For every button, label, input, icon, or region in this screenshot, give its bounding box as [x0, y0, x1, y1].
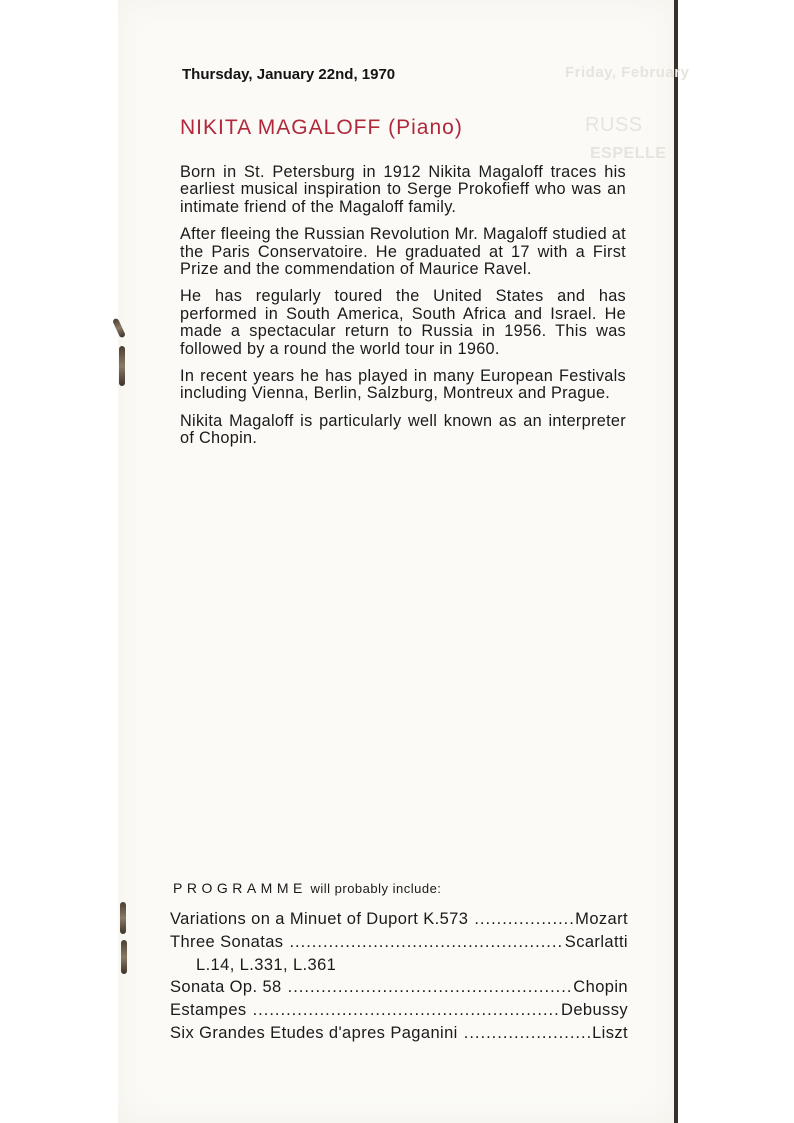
- work-title: Variations on a Minuet of Duport K.573: [170, 910, 469, 928]
- bio-paragraph: Born in St. Petersburg in 1912 Nikita Magaloff traces his earliest musical inspiration to Serge Prokofieff who was an intimate friend of the Magaloff family.: [180, 163, 626, 216]
- page-edge: [674, 0, 678, 1123]
- show-through-text: RUSS: [585, 114, 643, 136]
- leader-dots: [464, 1024, 590, 1043]
- composer: Debussy: [561, 1001, 628, 1019]
- work-title: Three Sonatas: [170, 933, 284, 951]
- programme-item: [170, 933, 628, 956]
- programme-heading-word: PROGRAMME: [173, 880, 307, 896]
- programme-list: [170, 910, 628, 1047]
- concert-date: Thursday, January 22nd, 1970: [182, 66, 396, 83]
- show-through-text: ESPELLE: [590, 145, 667, 162]
- bio-paragraph: In recent years he has played in many European Festivals including Vienna, Berlin, Salzburg, Montreux and Prague.: [180, 367, 626, 403]
- leader-dots: [253, 1001, 559, 1020]
- composer: Scarlatti: [564, 933, 628, 951]
- programme-heading: [173, 880, 441, 896]
- show-through-text: Friday, February: [565, 64, 690, 81]
- binding-stitch: [121, 940, 127, 974]
- biography: [180, 164, 626, 458]
- work-title: Sonata Op. 58: [170, 978, 282, 996]
- programme-heading-suffix: will probably include:: [310, 881, 442, 896]
- programme-item: [170, 1001, 628, 1024]
- bio-paragraph: Nikita Magaloff is particularly well known as an interpreter of Chopin.: [180, 411, 626, 448]
- bio-paragraph: After fleeing the Russian Revolution Mr. Magaloff studied at the Paris Conservatoire. He graduated at 17 with a First Prize and the commendation of Maurice Ravel.: [180, 225, 626, 279]
- programme-item: [170, 910, 628, 933]
- composer: Liszt: [592, 1024, 628, 1042]
- leader-dots: [289, 933, 562, 952]
- programme-item: [170, 1024, 628, 1047]
- leader-dots: [288, 978, 572, 997]
- binding-stitch: [119, 346, 125, 386]
- programme-item: [170, 978, 628, 1001]
- performer-title: NIKITA MAGALOFF (Piano): [180, 116, 463, 139]
- composer: Chopin: [573, 978, 628, 996]
- composer: Mozart: [575, 910, 628, 928]
- work-catalogue-numbers: L.14, L.331, L.361: [196, 956, 337, 974]
- work-title: Six Grandes Etudes d'apres Paganini: [170, 1024, 458, 1042]
- work-title: Estampes: [170, 1001, 247, 1019]
- leader-dots: [474, 910, 573, 929]
- bio-paragraph: He has regularly toured the United States and has performed in South America, South Africa and Israel. He made a spectacular return to Russia in 1956. This was followed by a round the world tour in 1960.: [180, 287, 626, 358]
- binding-stitch: [120, 902, 126, 934]
